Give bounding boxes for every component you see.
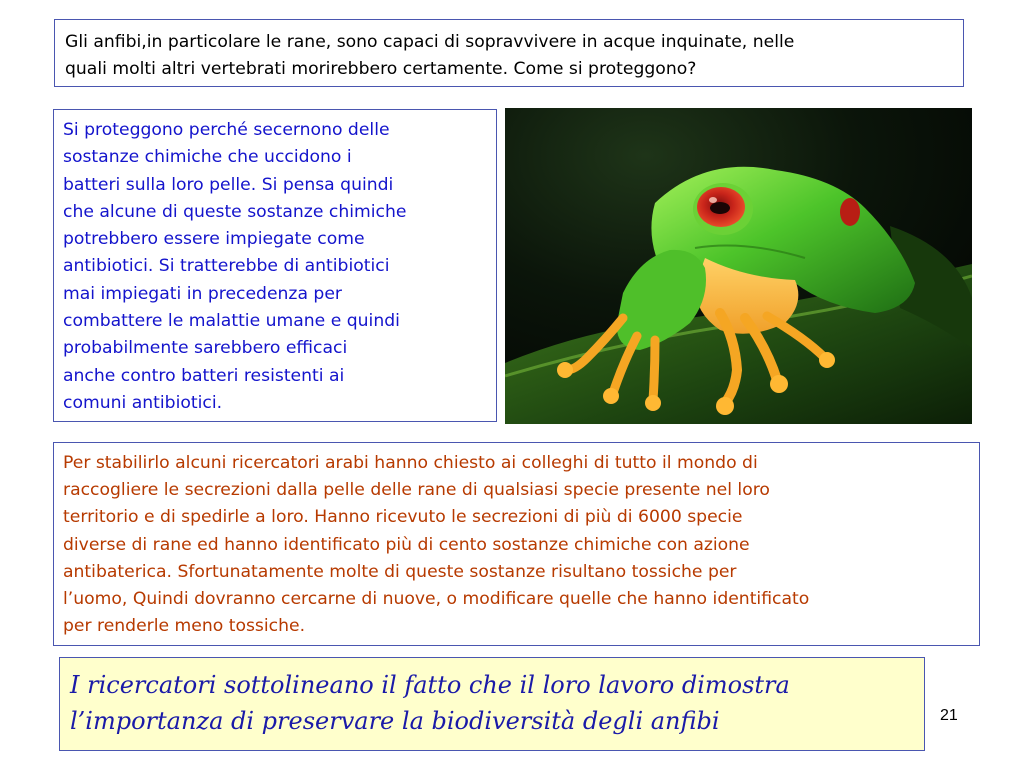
question-textbox	[54, 19, 964, 87]
frog-photo	[505, 108, 972, 424]
research-textbox	[53, 442, 980, 646]
frog-toe-pad	[819, 352, 835, 368]
frog-toe-pad	[770, 375, 788, 393]
conclusion-text: I ricercatori sottolineano il fatto che il loro lavoro dimostra l’importanza di preservare la biodiversità degli anfibi	[70, 671, 790, 735]
frog-toe-pad	[645, 395, 661, 411]
frog-eye-glint	[709, 197, 717, 203]
conclusion-textbox	[59, 657, 925, 751]
frog-toe-left-3	[653, 340, 655, 400]
frog-toe-pad	[716, 397, 734, 415]
frog-toe-pad	[603, 388, 619, 404]
frog-pupil	[710, 202, 730, 214]
research-text: Per stabilirlo alcuni ricercatori arabi hanno chiesto ai colleghi di tutto il mondo di raccogliere le secrezioni dalla pelle delle rane di qualsiasi specie presente nel loro territorio e di spedirle a loro. Hanno ricevuto le secrezioni di più di 6000 specie diverse di rane ed hanno identificato più di cento sostanze chimiche con azione antibaterica. Sfortunatamente molte di queste sostanze risultano tossiche per l’uomo, Quindi dovranno cercarne di nuove, o modificare quelle che hanno identificato per renderle meno tossiche.	[63, 453, 810, 637]
question-text: Gli anfibi,in particolare le rane, sono capaci di sopravvivere in acque inquinate, nelle quali molti altri vertebrati morirebbero certamente. Come si proteggono?	[65, 32, 795, 79]
frog-toe-pad	[557, 362, 573, 378]
page-number: 21	[940, 707, 958, 724]
frog-eye-far	[840, 198, 860, 226]
answer-textbox	[53, 109, 497, 422]
answer-text: Si proteggono perché secernono delle sostanze chimiche che uccidono i batteri sulla loro pelle. Si pensa quindi che alcune di queste sostanze chimiche potrebbero essere impiegate come antibiotici. Si tratterebbe di antibiotici mai impiegati in precedenza per combattere le malattie umane e quindi probabilmente sarebbero efficaci anche contro batteri resistenti ai comuni antibiotici.	[63, 120, 407, 413]
